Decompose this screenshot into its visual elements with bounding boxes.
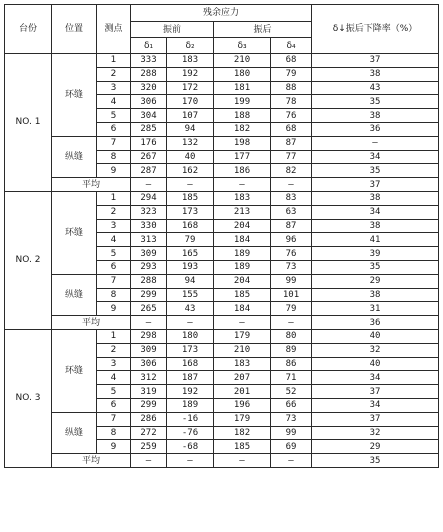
- stress-d1-cell: 299: [131, 398, 167, 412]
- stress-d2-cell: 94: [167, 274, 214, 288]
- average-label: 平均: [52, 316, 131, 330]
- average-d4-cell: —: [271, 178, 312, 192]
- point-cell: 7: [97, 136, 131, 150]
- stress-d3-cell: 201: [214, 385, 271, 399]
- stress-d4-cell: 87: [271, 219, 312, 233]
- average-d4-cell: —: [271, 316, 312, 330]
- average-d3-cell: —: [214, 178, 271, 192]
- header-row-main: [5, 5, 439, 22]
- stress-d4-cell: 96: [271, 233, 312, 247]
- stress-d1-cell: 306: [131, 357, 167, 371]
- stress-d4-cell: 88: [271, 81, 312, 95]
- header-residual-stress: 残余应力: [131, 5, 312, 22]
- stress-d1-cell: 293: [131, 260, 167, 274]
- stress-d2-cell: 187: [167, 371, 214, 385]
- point-cell: 7: [97, 412, 131, 426]
- stress-d2-cell: -76: [167, 426, 214, 440]
- stress-d2-cell: -68: [167, 440, 214, 454]
- reduction-rate-cell: 35: [312, 95, 439, 109]
- average-reduction-rate: 37: [312, 178, 439, 192]
- header-platform: 台份: [5, 5, 52, 54]
- average-d2-cell: —: [167, 178, 214, 192]
- stress-d1-cell: 319: [131, 385, 167, 399]
- stress-d3-cell: 210: [214, 343, 271, 357]
- header-delta-1: δ₁: [131, 38, 167, 54]
- stress-d4-cell: 99: [271, 274, 312, 288]
- reduction-rate-cell: 31: [312, 302, 439, 316]
- header-position: 位置: [52, 5, 97, 54]
- header-delta-3: δ₃: [214, 38, 271, 54]
- reduction-rate-cell: 34: [312, 205, 439, 219]
- platform-cell: NO. 3: [5, 329, 52, 467]
- point-cell: 3: [97, 357, 131, 371]
- platform-cell: NO. 1: [5, 54, 52, 192]
- stress-d4-cell: 82: [271, 164, 312, 178]
- point-cell: 6: [97, 122, 131, 136]
- point-cell: 2: [97, 67, 131, 81]
- reduction-rate-cell: 38: [312, 219, 439, 233]
- stress-d3-cell: 198: [214, 136, 271, 150]
- header-delta-2: δ₂: [167, 38, 214, 54]
- stress-d2-cell: 180: [167, 329, 214, 343]
- stress-d4-cell: 79: [271, 67, 312, 81]
- point-cell: 1: [97, 54, 131, 68]
- average-reduction-rate: 36: [312, 316, 439, 330]
- stress-d2-cell: 40: [167, 150, 214, 164]
- stress-d1-cell: 288: [131, 274, 167, 288]
- stress-d3-cell: 184: [214, 233, 271, 247]
- average-d1-cell: —: [131, 178, 167, 192]
- stress-d4-cell: 89: [271, 343, 312, 357]
- header-after-vibration: 振后: [214, 22, 312, 38]
- stress-d1-cell: 323: [131, 205, 167, 219]
- stress-d3-cell: 181: [214, 81, 271, 95]
- stress-d2-cell: 107: [167, 109, 214, 123]
- point-cell: 2: [97, 205, 131, 219]
- stress-d2-cell: -16: [167, 412, 214, 426]
- reduction-rate-cell: 35: [312, 164, 439, 178]
- stress-d2-cell: 170: [167, 95, 214, 109]
- point-cell: 8: [97, 150, 131, 164]
- reduction-rate-cell: 38: [312, 67, 439, 81]
- reduction-rate-cell: 34: [312, 150, 439, 164]
- stress-d3-cell: 185: [214, 288, 271, 302]
- reduction-rate-cell: 34: [312, 371, 439, 385]
- average-label: 平均: [52, 454, 131, 468]
- header-before-vibration: 振前: [131, 22, 214, 38]
- point-cell: 8: [97, 426, 131, 440]
- stress-d3-cell: 213: [214, 205, 271, 219]
- stress-d4-cell: 86: [271, 357, 312, 371]
- stress-d2-cell: 185: [167, 191, 214, 205]
- stress-d1-cell: 272: [131, 426, 167, 440]
- reduction-rate-cell: 40: [312, 329, 439, 343]
- table-row: [5, 191, 439, 205]
- average-d3-cell: —: [214, 316, 271, 330]
- stress-d1-cell: 333: [131, 54, 167, 68]
- stress-d4-cell: 77: [271, 150, 312, 164]
- table-body: [5, 54, 439, 468]
- stress-d2-cell: 132: [167, 136, 214, 150]
- reduction-rate-cell: 29: [312, 274, 439, 288]
- stress-d1-cell: 320: [131, 81, 167, 95]
- table-row: [5, 136, 439, 150]
- table-row: [5, 412, 439, 426]
- point-cell: 5: [97, 385, 131, 399]
- stress-d1-cell: 313: [131, 233, 167, 247]
- stress-d4-cell: 68: [271, 122, 312, 136]
- reduction-rate-cell: 41: [312, 233, 439, 247]
- stress-d4-cell: 68: [271, 54, 312, 68]
- point-cell: 1: [97, 329, 131, 343]
- stress-d3-cell: 196: [214, 398, 271, 412]
- reduction-rate-cell: 37: [312, 54, 439, 68]
- average-reduction-rate: 35: [312, 454, 439, 468]
- stress-d2-cell: 162: [167, 164, 214, 178]
- stress-d1-cell: 294: [131, 191, 167, 205]
- stress-d1-cell: 304: [131, 109, 167, 123]
- average-row: [5, 454, 439, 468]
- point-cell: 9: [97, 440, 131, 454]
- stress-d3-cell: 210: [214, 54, 271, 68]
- stress-d1-cell: 309: [131, 343, 167, 357]
- reduction-rate-cell: 34: [312, 398, 439, 412]
- position-cell: 环缝: [52, 191, 97, 274]
- table-row: [5, 329, 439, 343]
- stress-d3-cell: 182: [214, 122, 271, 136]
- stress-d1-cell: 287: [131, 164, 167, 178]
- reduction-rate-cell: 37: [312, 385, 439, 399]
- stress-d3-cell: 199: [214, 95, 271, 109]
- average-d2-cell: —: [167, 454, 214, 468]
- average-d3-cell: —: [214, 454, 271, 468]
- reduction-rate-cell: 43: [312, 81, 439, 95]
- stress-d4-cell: 69: [271, 440, 312, 454]
- stress-d3-cell: 189: [214, 247, 271, 261]
- table-row: [5, 274, 439, 288]
- average-d1-cell: —: [131, 454, 167, 468]
- average-row: [5, 316, 439, 330]
- stress-d1-cell: 298: [131, 329, 167, 343]
- reduction-rate-cell: 39: [312, 247, 439, 261]
- reduction-rate-cell: 38: [312, 109, 439, 123]
- stress-d2-cell: 168: [167, 357, 214, 371]
- reduction-rate-cell: 29: [312, 440, 439, 454]
- stress-d1-cell: 288: [131, 67, 167, 81]
- stress-d1-cell: 309: [131, 247, 167, 261]
- stress-d3-cell: 189: [214, 260, 271, 274]
- average-label: 平均: [52, 178, 131, 192]
- stress-d1-cell: 312: [131, 371, 167, 385]
- stress-d3-cell: 183: [214, 357, 271, 371]
- stress-d4-cell: 73: [271, 412, 312, 426]
- reduction-rate-cell: 35: [312, 260, 439, 274]
- stress-d4-cell: 76: [271, 109, 312, 123]
- stress-d3-cell: 183: [214, 191, 271, 205]
- stress-d4-cell: 63: [271, 205, 312, 219]
- stress-d3-cell: 177: [214, 150, 271, 164]
- stress-d2-cell: 94: [167, 122, 214, 136]
- stress-d2-cell: 168: [167, 219, 214, 233]
- stress-d1-cell: 299: [131, 288, 167, 302]
- header-delta-4: δ₄: [271, 38, 312, 54]
- stress-d4-cell: 76: [271, 247, 312, 261]
- stress-d4-cell: 101: [271, 288, 312, 302]
- stress-d3-cell: 186: [214, 164, 271, 178]
- stress-d4-cell: 83: [271, 191, 312, 205]
- stress-d3-cell: 207: [214, 371, 271, 385]
- position-cell: 环缝: [52, 329, 97, 412]
- point-cell: 1: [97, 191, 131, 205]
- header-reduction-rate: δ↓振后下降率（%）: [312, 5, 439, 54]
- stress-d1-cell: 330: [131, 219, 167, 233]
- point-cell: 2: [97, 343, 131, 357]
- stress-d4-cell: 78: [271, 95, 312, 109]
- stress-d2-cell: 192: [167, 385, 214, 399]
- point-cell: 5: [97, 247, 131, 261]
- stress-d1-cell: 267: [131, 150, 167, 164]
- stress-d3-cell: 179: [214, 329, 271, 343]
- reduction-rate-cell: 32: [312, 343, 439, 357]
- stress-d4-cell: 87: [271, 136, 312, 150]
- average-d2-cell: —: [167, 316, 214, 330]
- stress-d4-cell: 80: [271, 329, 312, 343]
- platform-cell: NO. 2: [5, 191, 52, 329]
- point-cell: 5: [97, 109, 131, 123]
- stress-d2-cell: 172: [167, 81, 214, 95]
- reduction-rate-cell: 32: [312, 426, 439, 440]
- stress-d3-cell: 179: [214, 412, 271, 426]
- point-cell: 9: [97, 302, 131, 316]
- point-cell: 3: [97, 219, 131, 233]
- point-cell: 4: [97, 233, 131, 247]
- stress-d4-cell: 99: [271, 426, 312, 440]
- point-cell: 7: [97, 274, 131, 288]
- average-row: [5, 178, 439, 192]
- stress-d1-cell: 176: [131, 136, 167, 150]
- header-point: 测点: [97, 5, 131, 54]
- stress-d2-cell: 43: [167, 302, 214, 316]
- stress-d2-cell: 192: [167, 67, 214, 81]
- stress-d4-cell: 52: [271, 385, 312, 399]
- reduction-rate-cell: 38: [312, 288, 439, 302]
- stress-d1-cell: 286: [131, 412, 167, 426]
- position-cell: 纵缝: [52, 412, 97, 453]
- stress-d4-cell: 73: [271, 260, 312, 274]
- point-cell: 6: [97, 260, 131, 274]
- stress-d2-cell: 165: [167, 247, 214, 261]
- stress-d3-cell: 182: [214, 426, 271, 440]
- average-d1-cell: —: [131, 316, 167, 330]
- stress-d2-cell: 173: [167, 343, 214, 357]
- stress-d1-cell: 265: [131, 302, 167, 316]
- point-cell: 4: [97, 371, 131, 385]
- stress-d3-cell: 204: [214, 274, 271, 288]
- point-cell: 4: [97, 95, 131, 109]
- stress-d3-cell: 185: [214, 440, 271, 454]
- stress-d1-cell: 306: [131, 95, 167, 109]
- stress-d2-cell: 79: [167, 233, 214, 247]
- point-cell: 8: [97, 288, 131, 302]
- reduction-rate-cell: —: [312, 136, 439, 150]
- table-row: [5, 54, 439, 68]
- stress-d2-cell: 183: [167, 54, 214, 68]
- stress-d3-cell: 188: [214, 109, 271, 123]
- reduction-rate-cell: 38: [312, 191, 439, 205]
- point-cell: 3: [97, 81, 131, 95]
- stress-d1-cell: 259: [131, 440, 167, 454]
- stress-d2-cell: 189: [167, 398, 214, 412]
- reduction-rate-cell: 37: [312, 412, 439, 426]
- position-cell: 环缝: [52, 54, 97, 137]
- stress-d1-cell: 285: [131, 122, 167, 136]
- stress-d2-cell: 173: [167, 205, 214, 219]
- stress-d2-cell: 193: [167, 260, 214, 274]
- stress-d3-cell: 204: [214, 219, 271, 233]
- position-cell: 纵缝: [52, 274, 97, 315]
- stress-d4-cell: 71: [271, 371, 312, 385]
- residual-stress-table: [4, 4, 439, 468]
- stress-d3-cell: 184: [214, 302, 271, 316]
- stress-d4-cell: 79: [271, 302, 312, 316]
- stress-d2-cell: 155: [167, 288, 214, 302]
- point-cell: 9: [97, 164, 131, 178]
- point-cell: 6: [97, 398, 131, 412]
- reduction-rate-cell: 36: [312, 122, 439, 136]
- stress-d4-cell: 66: [271, 398, 312, 412]
- reduction-rate-cell: 40: [312, 357, 439, 371]
- position-cell: 纵缝: [52, 136, 97, 177]
- average-d4-cell: —: [271, 454, 312, 468]
- stress-d3-cell: 180: [214, 67, 271, 81]
